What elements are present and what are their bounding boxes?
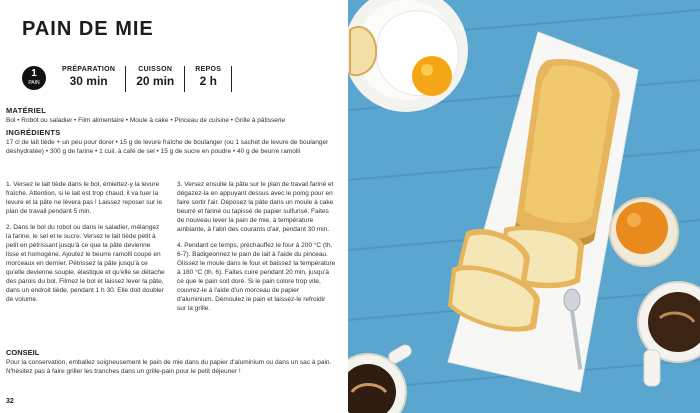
stat-label: CUISSON — [138, 66, 173, 73]
ingredients-text: 17 cl de lait tiède + un peu pour dorer • 15 g de levure fraîche de boulanger (ou 1 sachet de levure de boulanger déshydratée) • 300 g de farine • 1 cuil. à café de sel • 15 g de sucre en poudre • 40 g de beurre ramolli — [6, 139, 329, 155]
ingredients-section — [6, 128, 336, 156]
stat-value: 20 min — [136, 74, 175, 88]
jam-jar — [610, 198, 678, 266]
steps-column-left — [6, 180, 165, 320]
stat-preparation — [52, 66, 126, 92]
step-3: 3. Versez ensuite la pâte sur le plan de travail fariné et dégazez-la en appuyant dessus avec le poing pour en faire sortir l'air. Déposez la pâte dans un moule à cake beurré et fariné ou tapissé de papier sulfurisé. Faites de nouveau lever la pain de mie, à température ambiante, à l'abri des courants d'air, pendant 30 min. — [177, 181, 334, 233]
recipe-stats — [52, 66, 232, 92]
conseil-text: Pour la conservation, emballez soigneusement le pain de mie dans du papier d'aluminium ou dans un sac à pain. N'hésitez pas à faire griller les tranches dans un grille-pain pour le petit déjeuner ! — [6, 359, 332, 375]
stat-repos — [185, 66, 232, 92]
stat-cuisson — [126, 66, 185, 92]
stat-label: REPOS — [195, 66, 222, 73]
conseil-heading: CONSEIL — [6, 348, 40, 357]
egg-yolk — [412, 56, 452, 96]
recipe-photo — [348, 0, 700, 413]
materiel-text: Bol • Robot ou saladier • Film alimentaire • Moule à cake • Pinceau de cuisine • Grille à pâtisserie — [6, 117, 286, 124]
page-number: 32 — [6, 398, 14, 405]
yield-unit: PAIN — [28, 80, 40, 86]
step-1: 1. Versez le lait tiède dans le bol, émiettez-y la levure fraîche. Attention, si le lait est trop chaud, il va tuer la levure et la pâte ne lèvera pas ! Laissez reposer sur le plan de travail pendant 5 min. — [6, 181, 163, 215]
conseil-section — [6, 348, 336, 376]
stat-label: PRÉPARATION — [62, 66, 116, 73]
yield-number: 1 — [31, 68, 37, 79]
ingredients-heading: INGRÉDIENTS — [6, 128, 61, 137]
step-2: 2. Dans le bol du robot ou dans le saladier, mélangez la farine, le sel et le sucre. Versez le lait tiède petit à petit en pétrissant jusqu'à ce que la pâte devienne lisse et homogène. Ajoutez le beurre ramolli coupé en morceaux en dernier. Pétrissez la pâte jusqu'à ce qu'elle devienne souple, élastique et qu'elle se détache des parois du bol. Filmez le bol et laissez lever la pâte, dans un endroit tiède, pendant 1 h 30. Elle doit doubler de volume. — [6, 224, 165, 303]
step-4: 4. Pendant ce temps, préchauffez le four à 200 °C (th. 6-7). Badigeonnez le pain de lait à l'aide du pinceau. Glissez le moule dans le four et baissez la température à 180 °C (th. 6). Faites cuire pendant 20 min, jusqu'à ce que le pain soit doré. Si le pain colore trop vite, couvrez-le à l'aide d'un morceau de papier d'aluminium. Démoulez le pain et laissez-le refroidir sur la grille. — [177, 242, 336, 312]
materiel-heading: MATÉRIEL — [6, 106, 47, 115]
steps-section — [6, 180, 336, 320]
steps-column-right — [177, 180, 336, 320]
yield-badge — [22, 66, 46, 90]
recipe-title: PAIN DE MIE — [22, 18, 154, 40]
bread-photo-illustration — [348, 0, 700, 413]
recipe-page — [0, 0, 348, 413]
materiel-section — [6, 106, 336, 125]
stat-value: 30 min — [69, 74, 108, 88]
stat-value: 2 h — [199, 74, 217, 88]
